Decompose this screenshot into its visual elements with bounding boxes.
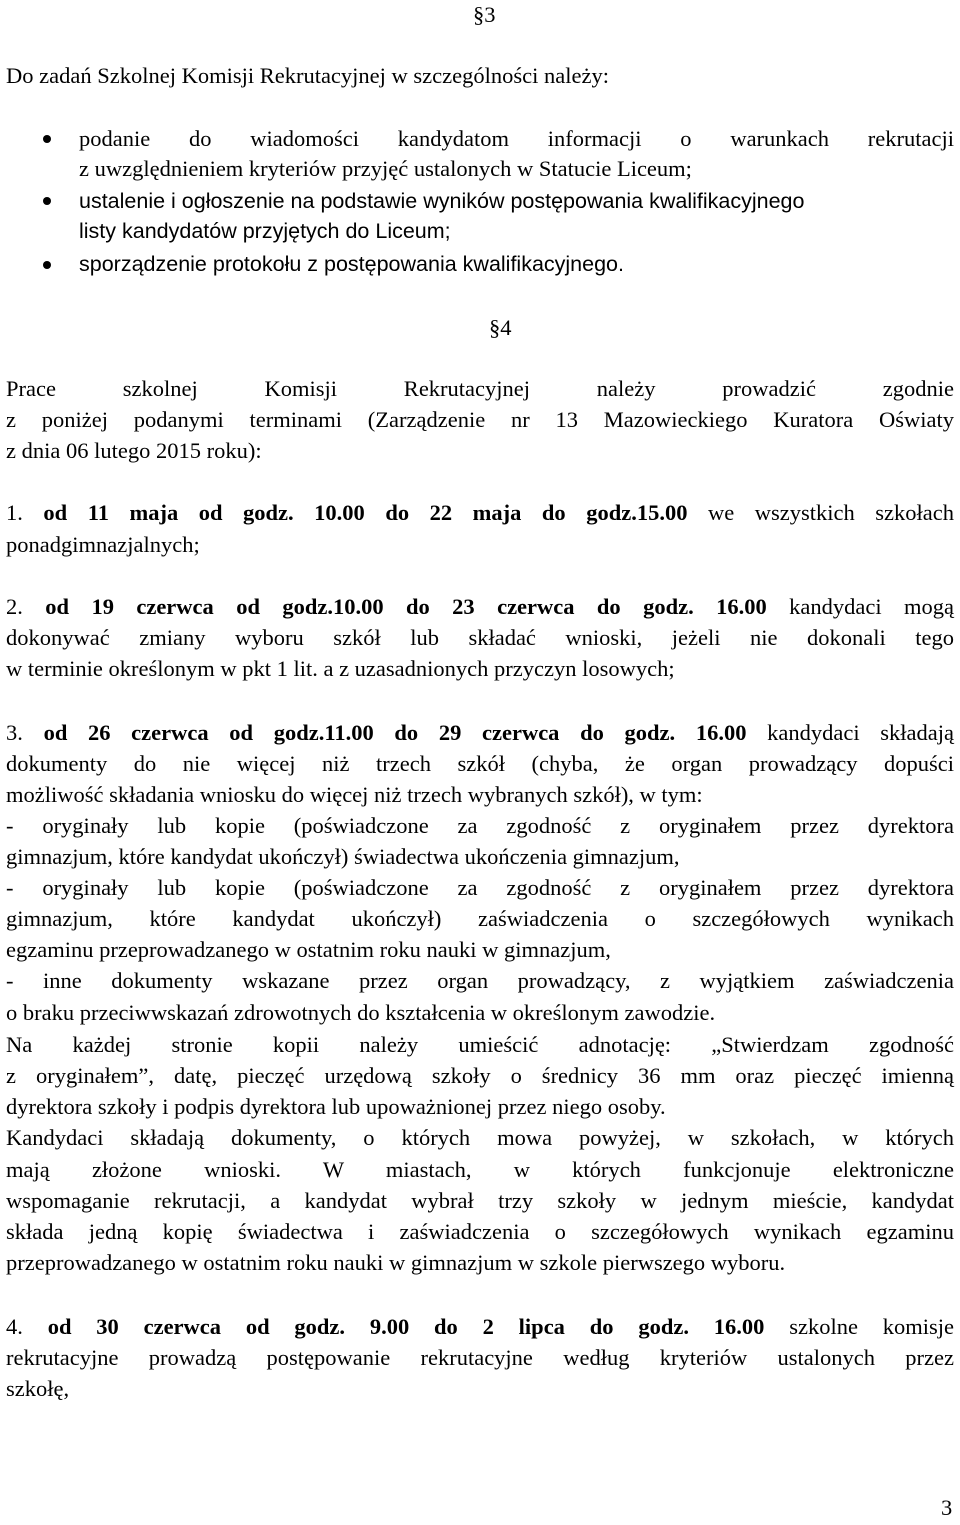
- prace-line-3: z dnia 06 lutego 2015 roku):: [6, 438, 262, 463]
- item-4-line-3: szkołę,: [6, 1376, 70, 1401]
- item-2-number: 2.: [6, 594, 23, 619]
- item-3-line-14: Kandydaci składają dokumenty, o których mowa powyżej, w szkołach, w których: [6, 1125, 954, 1150]
- item-2-line-2: dokonywać zmiany wyboru szkół lub składać wnioski, jeżeli nie dokonali tego: [6, 625, 954, 650]
- section-4-heading: §4: [489, 315, 512, 340]
- item-3-line-2: dokumenty do nie więcej niż trzech szkół (chyba, że organ prowadzący dopuści: [6, 751, 954, 776]
- item-3-line-12: z oryginałem”, datę, pieczęć urzędową szkoły o średnicy 36 mm oraz pieczęć imienną: [6, 1063, 954, 1088]
- bullet-icon: [43, 135, 51, 143]
- item-4-line-1: [6, 1312, 954, 1342]
- item-3-line-3: możliwość składania wniosku do więcej niż trzech wybranych szkół), w tym:: [6, 782, 703, 807]
- item-3-line-15: mają złożone wnioski. W miastach, w których funkcjonuje elektroniczne: [6, 1157, 954, 1182]
- page-number: 3: [941, 1495, 953, 1520]
- bullet-icon: [43, 261, 51, 269]
- prace-line-1: Prace szkolnej Komisji Rekrutacyjnej należy prowadzić zgodnie: [6, 376, 954, 401]
- item-3-line-10: o braku przeciwwskazań zdrowotnych do kształcenia w określonym zawodzie.: [6, 1000, 716, 1025]
- item-3-line-8: egzaminu przeprowadzanego w ostatnim roku nauki w gimnazjum,: [6, 937, 611, 962]
- item-3-line-11: Na każdej stronie kopii należy umieścić adnotację: „Stwierdzam zgodność: [6, 1032, 954, 1057]
- item-1-number: 1.: [6, 500, 23, 525]
- bullet-1-line-1: podanie do wiadomości kandydatom informacji o warunkach rekrutacji: [79, 126, 954, 151]
- item-2-line-3: w terminie określonym w pkt 1 lit. a z uzasadnionych przyczyn losowych;: [6, 656, 675, 681]
- bullet-2-line-1: ustalenie i ogłoszenie na podstawie wyników postępowania kwalifikacyjnego: [79, 189, 805, 213]
- item-3-line-1: [6, 718, 954, 748]
- item-3-line-4: - oryginały lub kopie (poświadczone za zgodność z oryginałem przez dyrektora: [6, 813, 954, 838]
- item-4-number: 4.: [6, 1314, 23, 1339]
- prace-line-2: z poniżej podanymi terminami (Zarządzenie nr 13 Mazowieckiego Kuratora Oświaty: [6, 407, 954, 432]
- item-1-text: we wszystkich szkołach: [708, 500, 954, 525]
- item-4-text: szkolne komisje: [789, 1314, 955, 1339]
- item-1-line-1: [6, 498, 954, 528]
- item-3-line-13: dyrektora szkoły i podpis dyrektora lub upoważnionej przez niego osoby.: [6, 1094, 666, 1119]
- item-3-line-6: - oryginały lub kopie (poświadczone za zgodność z oryginałem przez dyrektora: [6, 875, 954, 900]
- item-1-line-2: ponadgimnazjalnych;: [6, 532, 200, 557]
- bullet-1-line-2: z uwzględnieniem kryteriów przyjęć ustalonych w Statucie Liceum;: [79, 156, 692, 181]
- item-2-line-1: [6, 592, 954, 622]
- item-3-number: 3.: [6, 720, 23, 745]
- bullet-2-line-2: listy kandydatów przyjętych do Liceum;: [79, 219, 451, 243]
- item-2-text: kandydaci mogą: [789, 594, 955, 619]
- item-4-date-range: od 30 czerwca od godz. 9.00 do 2 lipca do godz. 16.00: [47, 1314, 765, 1339]
- bullet-icon: [43, 197, 51, 205]
- intro-text: Do zadań Szkolnej Komisji Rekrutacyjnej w szczególności należy:: [6, 63, 609, 88]
- item-3-line-9: - inne dokumenty wskazane przez organ prowadzący, z wyjątkiem zaświadczenia: [6, 968, 954, 993]
- item-3-text: kandydaci składają: [767, 720, 955, 745]
- item-3-line-17: składa jedną kopię świadectwa i zaświadczenia o szczegółowych wynikach egzaminu: [6, 1219, 954, 1244]
- section-3-heading: §3: [473, 2, 496, 27]
- item-4-line-2: rekrutacyjne prowadzą postępowanie rekrutacyjne według kryteriów ustalonych przez: [6, 1345, 954, 1370]
- item-3-line-5: gimnazjum, które kandydat ukończył) świadectwa ukończenia gimnazjum,: [6, 844, 680, 869]
- item-3-line-18: przeprowadzanego w ostatnim roku nauki w gimnazjum w szkole pierwszego wyboru.: [6, 1250, 786, 1275]
- item-3-date-range: od 26 czerwca od godz.11.00 do 29 czerwca do godz. 16.00: [43, 720, 747, 745]
- item-3-line-7: gimnazjum, które kandydat ukończył) zaświadczenia o szczegółowych wynikach: [6, 906, 954, 931]
- item-1-date-range: od 11 maja od godz. 10.00 do 22 maja do godz.15.00: [43, 500, 688, 525]
- item-3-line-16: wspomaganie rekrutacji, a kandydat wybrał trzy szkoły w jednym mieście, kandydat: [6, 1188, 954, 1213]
- item-2-date-range: od 19 czerwca od godz.10.00 do 23 czerwca do godz. 16.00: [45, 594, 767, 619]
- bullet-3-line-1: sporządzenie protokołu z postępowania kwalifikacyjnego.: [79, 252, 624, 276]
